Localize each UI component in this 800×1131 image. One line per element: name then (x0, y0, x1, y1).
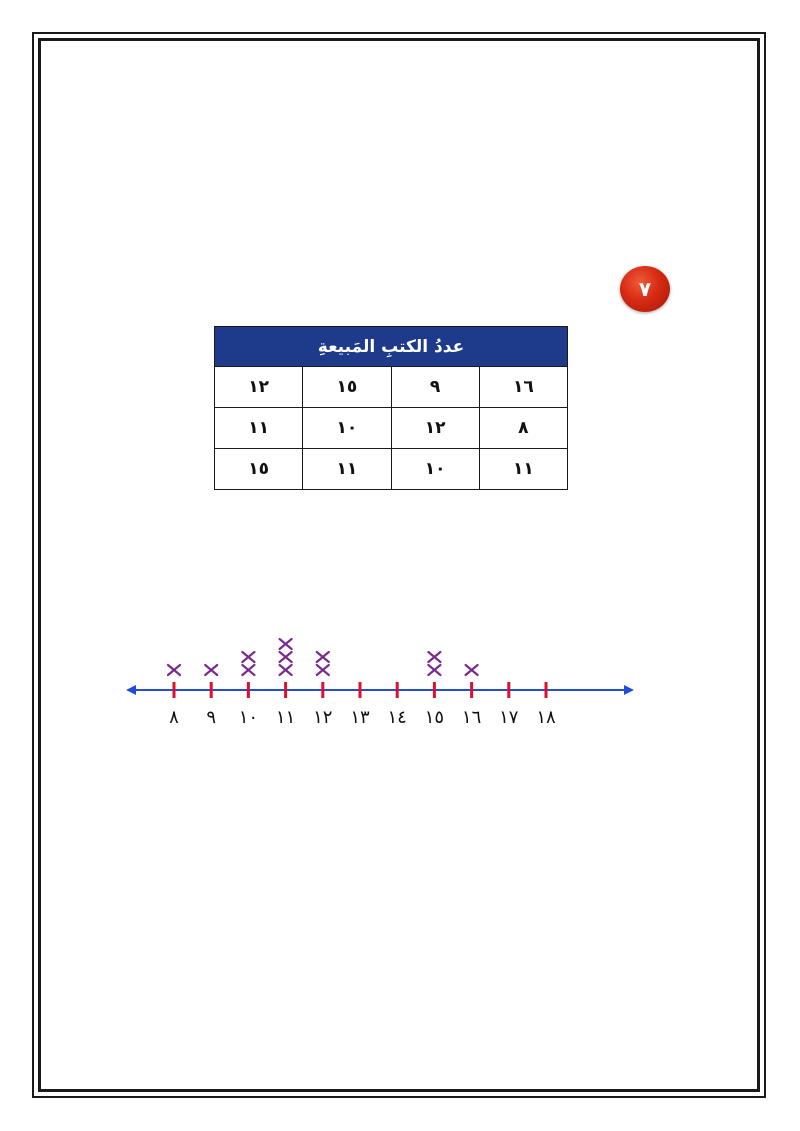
tick-label: ١٢ (313, 707, 333, 728)
table-title: عددُ الكتبِ المَبيعةِ (214, 326, 568, 366)
x-mark (205, 665, 217, 675)
x-mark (428, 652, 440, 662)
tick-label: ٨ (169, 707, 179, 728)
books-sold-table (214, 326, 568, 490)
table-row (215, 367, 568, 408)
tick-label: ١٠ (238, 707, 259, 728)
x-mark (428, 665, 440, 675)
line-plot (0, 600, 800, 740)
tick-label: ١٨ (536, 707, 556, 728)
tick-label: ٩ (206, 707, 217, 728)
x-mark (242, 652, 254, 662)
table-cell: ٨ (479, 408, 567, 449)
table-cell: ١١ (303, 449, 391, 490)
x-mark (280, 639, 292, 649)
number-line-axis (126, 685, 634, 695)
x-mark (242, 665, 254, 675)
table-cell: ١٥ (215, 449, 303, 490)
table-cell: ١٢ (391, 408, 479, 449)
tick-label: ١٣ (350, 707, 370, 728)
x-mark (317, 665, 329, 675)
table-cell: ١٠ (391, 449, 479, 490)
x-mark (466, 665, 478, 675)
table-row (215, 408, 568, 449)
number-line-labels (169, 707, 556, 728)
tick-label: ١٧ (499, 707, 519, 728)
page-border-inner (38, 38, 760, 1092)
question-number-badge (620, 266, 670, 312)
table-cell: ٩ (391, 367, 479, 408)
tick-label: ١٦ (461, 707, 482, 728)
plot-marks (168, 639, 478, 675)
x-mark (280, 665, 292, 675)
table-cell: ١١ (215, 408, 303, 449)
table-cell: ١١ (479, 449, 567, 490)
table-cell: ١٦ (479, 367, 567, 408)
tick-label: ١٤ (387, 707, 407, 728)
x-mark (280, 652, 292, 662)
axis-arrow-right (624, 685, 634, 695)
tick-label: ١١ (275, 707, 296, 728)
axis-arrow-left (126, 685, 136, 695)
table-cell: ١٠ (303, 408, 391, 449)
table-cell: ١٥ (303, 367, 391, 408)
x-mark (168, 665, 180, 675)
table-cell: ١٢ (215, 367, 303, 408)
question-number: ٧ (638, 277, 652, 301)
table-body (214, 366, 568, 490)
table-row (215, 449, 568, 490)
tick-label: ١٥ (424, 707, 445, 728)
x-mark (317, 652, 329, 662)
